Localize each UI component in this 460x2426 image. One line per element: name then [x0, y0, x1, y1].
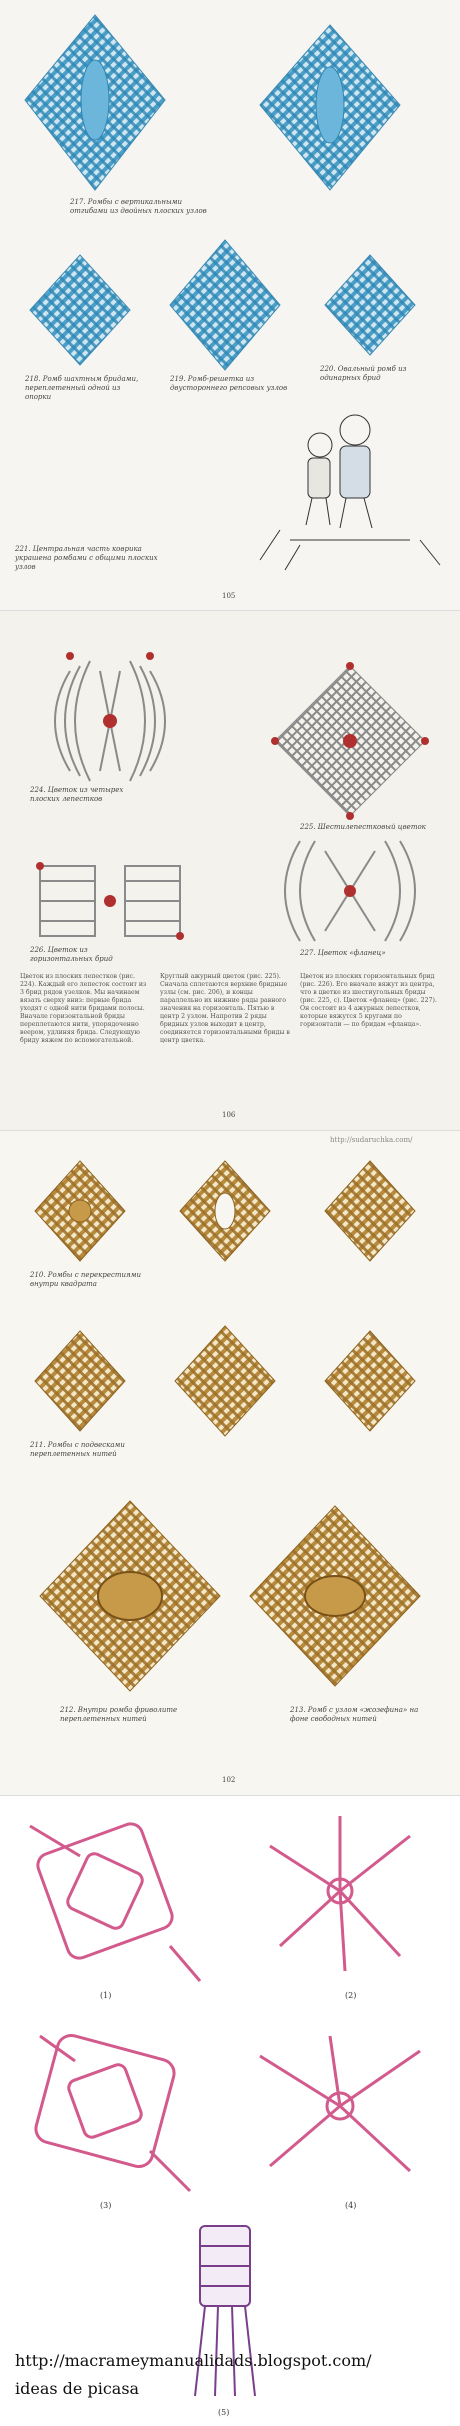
page-number: 106 [222, 1111, 236, 1119]
gold-diamond-5 [175, 1326, 275, 1436]
knot-diagram-1 [30, 1821, 200, 1981]
book-page-105 [0, 0, 460, 610]
source-url: http://sudaruchka.com/ [330, 1136, 413, 1144]
knot-diagram-5 [195, 2226, 255, 2396]
text-column-1: Цветок из плоских лепестков (рис. 224). Каждый его лепесток состоит из 3 брид рядов узелков. Мы начинаем вязать сверху вниз: первые брида уходят с одной нити бридами полосы. Вначале горизонтальной бриды переплетаются нити, упорядоченно веером, удлиняя брида. Следующую бриду вяжем по вспомогательной. [20, 973, 147, 1044]
knot-diagram-4 [260, 2036, 420, 2171]
caption-211: 211. Ромбы с подвесками переплетенных нитей [30, 1441, 125, 1458]
gray-flower-illustrations [0, 611, 460, 1131]
diamond-220 [325, 255, 415, 355]
figure-label-4: (4) [345, 2201, 357, 2210]
caption-225: 225. Шестилепестковый цветок [300, 823, 426, 831]
knot-diagram-3 [33, 2032, 190, 2191]
diamond-219 [170, 240, 280, 370]
text-column-2: Круглый ажурный цветок (рис. 225). Сначала сплетаются верхние бридные узлы (см. рис. 206), и концы параллельно их нижние ряды равного значения на горизонталь. Пятью в центр 2 узлом. Напротив 2 ряды бридных узлов выходит в центр, соединяется горизонтальными бриды в центр цветка. [160, 973, 290, 1044]
caption-210: 210. Ромбы с перекрестиями внутри квадрата [30, 1271, 141, 1288]
caption-227: 227. Цветок «фланец» [300, 949, 386, 957]
caption-221: 221. Центральная часть коврика украшена ромбами с общими плоских узлов [15, 545, 158, 571]
pink-knot-diagrams [0, 1796, 460, 2426]
children-illustration [260, 415, 440, 570]
figure-label-2: (2) [345, 1991, 357, 2000]
figure-label-1: (1) [100, 1991, 112, 2000]
figure-label-5: (5) [218, 2408, 230, 2417]
page-number: 105 [222, 592, 236, 600]
gold-diamond-6 [325, 1331, 415, 1431]
diamond-218 [30, 255, 130, 365]
caption-212: 212. Внутри ромба фриволите переплетенных нитей [60, 1706, 178, 1723]
caption-217: 217. Ромбы с вертикальными отгибами из двойных плоских узлов [70, 198, 207, 215]
blog-url: http://macrameymanualidads.blogspot.com/ [15, 2351, 372, 2370]
blog-subtitle: ideas de picasa [15, 2379, 140, 2398]
caption-218: 218. Ромб шахтным бридами, переплетенный одной из опорки [25, 375, 139, 401]
caption-219: 219. Ромб-решетка из двустороннего репсовых узлов [170, 375, 288, 392]
blue-diamond-illustrations [0, 0, 460, 610]
gold-diamond-4 [35, 1331, 125, 1431]
knot-diagram-2 [270, 1816, 410, 1971]
book-page-106 [0, 610, 460, 1131]
caption-224: 224. Цветок из четырех плоских лепестков [30, 786, 124, 803]
caption-226: 226. Цветок из горизонтальных брид [30, 946, 113, 963]
figure-label-3: (3) [100, 2201, 112, 2210]
caption-213: 213. Ромб с узлом «жозефина» на фоне свободных нитей [290, 1706, 419, 1723]
gold-diamond-3 [325, 1161, 415, 1261]
caption-220: 220. Овальный ромб из одинарных брид [320, 365, 407, 382]
knot-diagram-page [0, 1795, 460, 2426]
text-column-3: Цветок из плоских горизонтальных брид (рис. 226). Его вначале вяжут из центра, что в цветке из шестиугольных бриды (рис. 225, с). Цветок «фланец» (рис. 227). Он состоит из 4 ажурных лепестков, которые вяжутся 5 кругами по горизонтали — по бридам «фланца». [300, 973, 437, 1028]
book-page-102 [0, 1130, 460, 1796]
gold-diamond-illustrations [0, 1131, 460, 1796]
page-number: 102 [222, 1776, 236, 1784]
